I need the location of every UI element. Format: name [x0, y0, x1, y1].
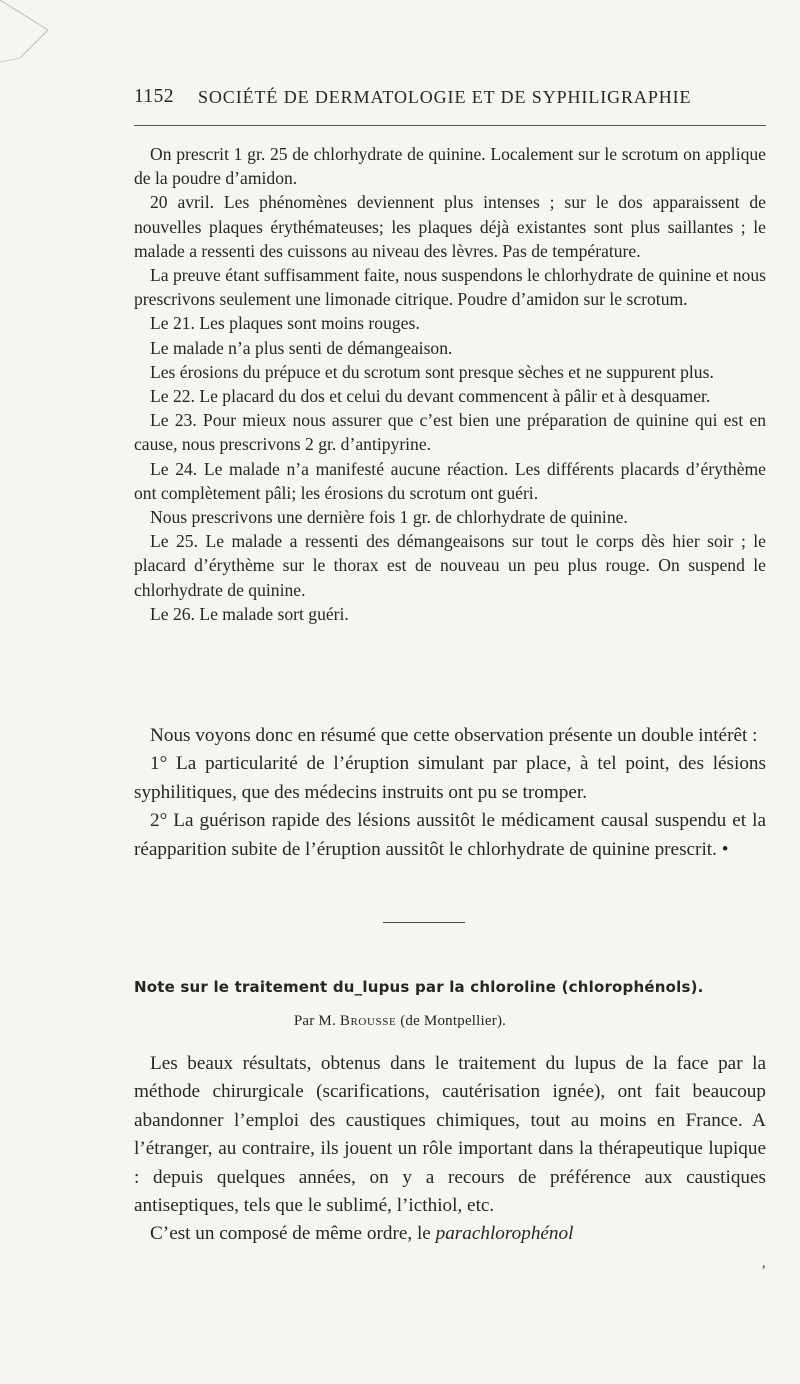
paragraph: Le 23. Pour mieux nous assurer que c’est bien une préparation de quinine qui est en cause, nous prescrivons 2 gr. d’antipyrine.: [134, 410, 766, 455]
section-separator: [383, 922, 465, 923]
author-affiliation: (de Montpellier).: [400, 1013, 507, 1029]
paragraph: Le 26. Le malade sort guéri.: [150, 603, 349, 624]
paragraph: Les érosions du prépuce et du scrotum sont presque sèches et ne suppurent plus.: [150, 361, 714, 382]
paragraph: Le 22. Le placard du dos et celui du devant commencent à pâlir et à desquamer.: [150, 386, 711, 407]
paragraph: Nous voyons donc en résumé que cette observation présente un double intérêt :: [150, 725, 758, 746]
paragraph: Nous prescrivons une dernière fois 1 gr. de chlorhydrate de quinine.: [150, 507, 628, 528]
stray-mark: ,: [762, 1256, 766, 1271]
running-title: SOCIÉTÉ DE DERMATOLOGIE ET DE SYPHILIGRAPHIE: [198, 87, 692, 107]
paragraph: 20 avril. Les phénomènes deviennent plus intenses ; sur le dos apparaissent de nouvelles plaques érythémateuses; les plaques déjà existantes sont plus saillantes ; le malade a ressenti des cuissons au niveau des lèvres. Pas de température.: [134, 192, 766, 261]
last-line-text: C’est un composé de même ordre, le: [150, 1223, 431, 1245]
paragraph-last-line: [134, 1220, 766, 1248]
author-name: Brousse: [339, 1013, 397, 1029]
paragraph: La preuve étant suffisamment faite, nous suspendons le chlorhydrate de quinine et nous prescrivons seulement une limonade citrique. Poudre d’amidon sur le scrotum.: [134, 265, 766, 310]
author-line: [0, 1013, 800, 1030]
paragraph: Le 21. Les plaques sont moins rouges.: [150, 313, 420, 334]
page-number: 1152: [134, 86, 174, 107]
note-title: Note sur le traitement du_lupus par la chloroline (chlorophénols).: [134, 978, 704, 996]
paragraph: Le 24. Le malade n’a manifesté aucune réaction. Les différents placards d’érythème ont complètement pâli; les érosions du scrotum ont guéri.: [134, 458, 766, 503]
paragraph: On prescrit 1 gr. 25 de chlorhydrate de quinine. Localement sur le scrotum on applique de la poudre d’amidon.: [134, 144, 766, 189]
paragraph: Le malade n’a plus senti de démangeaison.: [150, 337, 453, 358]
summary-text: [134, 722, 766, 864]
note-body: [134, 1050, 766, 1249]
paragraph: 1° La particularité de l’éruption simulant par place, à tel point, des lésions syphilitiques, que des médecins instruits ont pu se tromper.: [134, 753, 766, 803]
running-header: [134, 86, 766, 112]
author-prefix: Par M.: [293, 1013, 336, 1029]
last-line-italic: parachlorophénol: [435, 1223, 574, 1245]
observation-text: [134, 142, 766, 626]
paragraph: 2° La guérison rapide des lésions aussitôt le médicament causal suspendu et la réapparition subite de l’éruption aussitôt le chlorhydrate de quinine prescrit. •: [134, 810, 766, 860]
paragraph: Le 25. Le malade a ressenti des démangeaisons sur tout le corps dès hier soir ; le placard d’érythème sur le thorax est de nouveau un peu plus rouge. On suspend le chlorhydrate de quinine.: [134, 531, 766, 600]
page-corner-fold: [0, 0, 60, 70]
header-rule: [134, 125, 766, 126]
paragraph: Les beaux résultats, obtenus dans le traitement du lupus de la face par la méthode chirurgicale (scarifications, cautérisation ignée), ont fait beaucoup abandonner l’emploi des caustiques chimiques, tout au moins en France. A l’étranger, au contraire, ils jouent un rôle important dans la thérapeutique lupique : depuis quelques années, on y a recours de préférence aux caustiques antiseptiques, tels que le sublimé, l’icthiol, etc.: [134, 1053, 766, 1217]
